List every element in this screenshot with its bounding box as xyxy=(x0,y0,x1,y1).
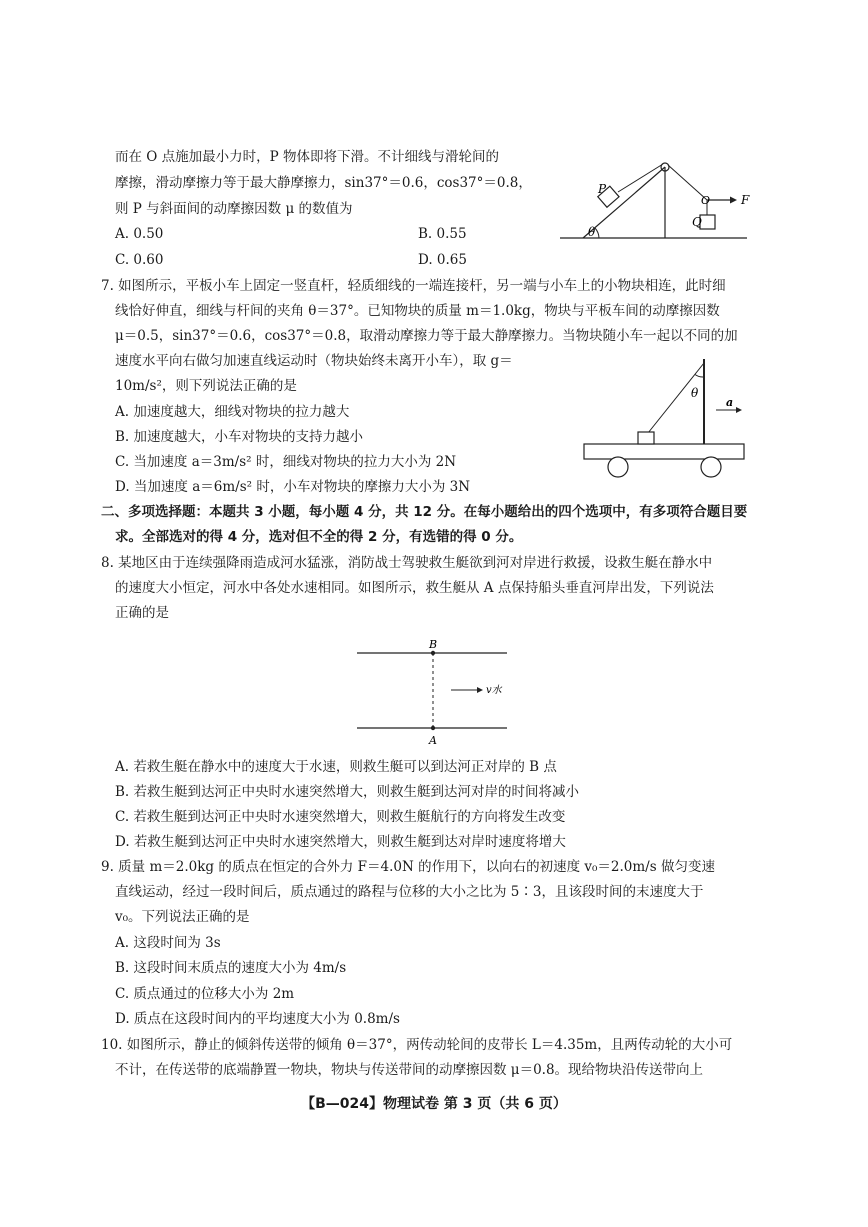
q8-option-a: A. 若救生艇在静水中的速度大于水速，则救生艇可以到达河正对岸的 B 点 xyxy=(115,759,557,775)
page-footer: 【B—024】物理试卷 第 3 页（共 6 页） xyxy=(301,1096,567,1112)
b-label: B xyxy=(429,638,438,651)
small-block xyxy=(638,432,654,444)
q9-option-b: B. 这段时间末质点的速度大小为 4m/s xyxy=(115,960,347,976)
f-label: F xyxy=(741,193,750,207)
q9-line-3: v₀。下列说法正确的是 xyxy=(115,909,250,925)
point-a xyxy=(431,726,435,730)
q7-option-d: D. 当加速度 a＝6m/s² 时，小车对物块的摩擦力大小为 3N xyxy=(115,479,471,495)
wheel-left xyxy=(608,457,628,477)
q9-line-2: 直线运动，经过一段时间后，质点通过的路程与位移的大小之比为 5∶3，且该段时间的末速度大于 xyxy=(115,884,704,900)
theta-label: θ xyxy=(588,225,596,239)
q9-option-a: A. 这段时间为 3s xyxy=(115,935,221,951)
angle-arc xyxy=(595,228,599,238)
q8-option-c: C. 若救生艇到达河正中央时水速突然增大，则救生艇航行的方向将发生改变 xyxy=(115,809,566,825)
incline-surface xyxy=(583,167,665,238)
q8-river-figure xyxy=(355,636,515,748)
q7-cart-figure xyxy=(578,355,750,482)
q6-line-2: 摩擦，滑动摩擦力等于最大静摩擦力，sin37°＝0.6，cos37°＝0.8， xyxy=(115,175,532,191)
q9-line-1: 9. 质量 m＝2.0kg 的质点在恒定的合外力 F＝4.0N 的作用下，以向右的初速度 v₀＝2.0m/s 做匀变速 xyxy=(101,859,715,875)
q10-line-1: 10. 如图所示，静止的倾斜传送带的倾角 θ＝37°，两传动轮间的皮带长 L＝4.35m，且两传动轮的大小可 xyxy=(101,1037,733,1053)
q6-incline-figure xyxy=(555,155,775,245)
q8-line-3: 正确的是 xyxy=(115,605,169,621)
q6-line-1: 而在 O 点施加最小力时，P 物体即将下滑。不计细线与滑轮间的 xyxy=(115,149,500,165)
q6-option-c: C. 0.60 xyxy=(115,252,164,268)
block-q xyxy=(700,215,715,229)
q10-line-2: 不计，在传送带的底端静置一物块，物块与传送带间的动摩擦因数 μ＝0.8。现给物块沿传送带向上 xyxy=(115,1062,704,1078)
q8-line-1: 8. 某地区由于连续强降雨造成河水猛涨，消防战士驾驶救生艇欲到河对岸进行救援，设救生艇在静水中 xyxy=(101,555,713,571)
section2-line-2: 求。全部选对的得 4 分，选对但不全的得 2 分，有选错的得 0 分。 xyxy=(115,529,523,545)
v-water-label: v水 xyxy=(486,685,502,696)
q8-option-d: D. 若救生艇到达河正中央时水速突然增大，则救生艇到达对岸时速度将增大 xyxy=(115,834,566,850)
q9-option-c: C. 质点通过的位移大小为 2m xyxy=(115,986,295,1002)
q7-line-3: μ＝0.5，sin37°＝0.6，cos37°＝0.8，取滑动摩擦力等于最大静摩擦力。当物块随小车一起以不同的加 xyxy=(115,328,738,344)
p-label: P xyxy=(598,182,607,196)
q7-option-a: A. 加速度越大，细线对物块的拉力越大 xyxy=(115,404,350,420)
q7-line-4: 速度水平向右做匀加速直线运动时（物块始终未离开小车），取 g＝ xyxy=(115,353,513,369)
q8-line-2: 的速度大小恒定，河水中各处水速相同。如图所示，救生艇从 A 点保持船头垂直河岸出发，下列说法 xyxy=(115,580,714,596)
angle-arc xyxy=(695,375,704,378)
q7-line-2: 线恰好伸直，细线与杆间的夹角 θ＝37°。已知物块的质量 m＝1.0kg，物块与平板车间的动摩擦因数 xyxy=(115,303,720,319)
o-label: O xyxy=(701,194,711,207)
cart-board xyxy=(584,444,744,459)
q6-option-a: A. 0.50 xyxy=(115,226,164,242)
point-b xyxy=(431,651,435,655)
q7-option-c: C. 当加速度 a＝3m/s² 时，细线对物块的拉力大小为 2N xyxy=(115,454,457,470)
a-label: a xyxy=(726,396,734,409)
section2-line-1: 二、多项选择题：本题共 3 小题，每小题 4 分，共 12 分。在每小题给出的四个选项中，有多项符合题目要 xyxy=(101,504,748,520)
q6-option-d: D. 0.65 xyxy=(418,252,467,268)
q6-line-3: 则 P 与斜面间的动摩擦因数 μ 的数值为 xyxy=(115,201,353,217)
wheel-right xyxy=(701,457,721,477)
q8-option-b: B. 若救生艇到达河正中央时水速突然增大，则救生艇到达河对岸的时间将减小 xyxy=(115,784,580,800)
a-label: A xyxy=(429,734,437,747)
q7-line-1: 7. 如图所示，平板小车上固定一竖直杆，轻质细线的一端连接杆，另一端与小车上的小物块相连，此时细 xyxy=(101,278,726,294)
q9-option-d: D. 质点在这段时间内的平均速度大小为 0.8m/s xyxy=(115,1011,400,1027)
q7-line-5: 10m/s²，则下列说法正确的是 xyxy=(115,378,297,394)
q7-option-b: B. 加速度越大，小车对物块的支持力越小 xyxy=(115,429,364,445)
q6-option-b: B. 0.55 xyxy=(418,226,467,242)
q-label: Q xyxy=(692,215,702,229)
theta-label: θ xyxy=(691,386,699,400)
